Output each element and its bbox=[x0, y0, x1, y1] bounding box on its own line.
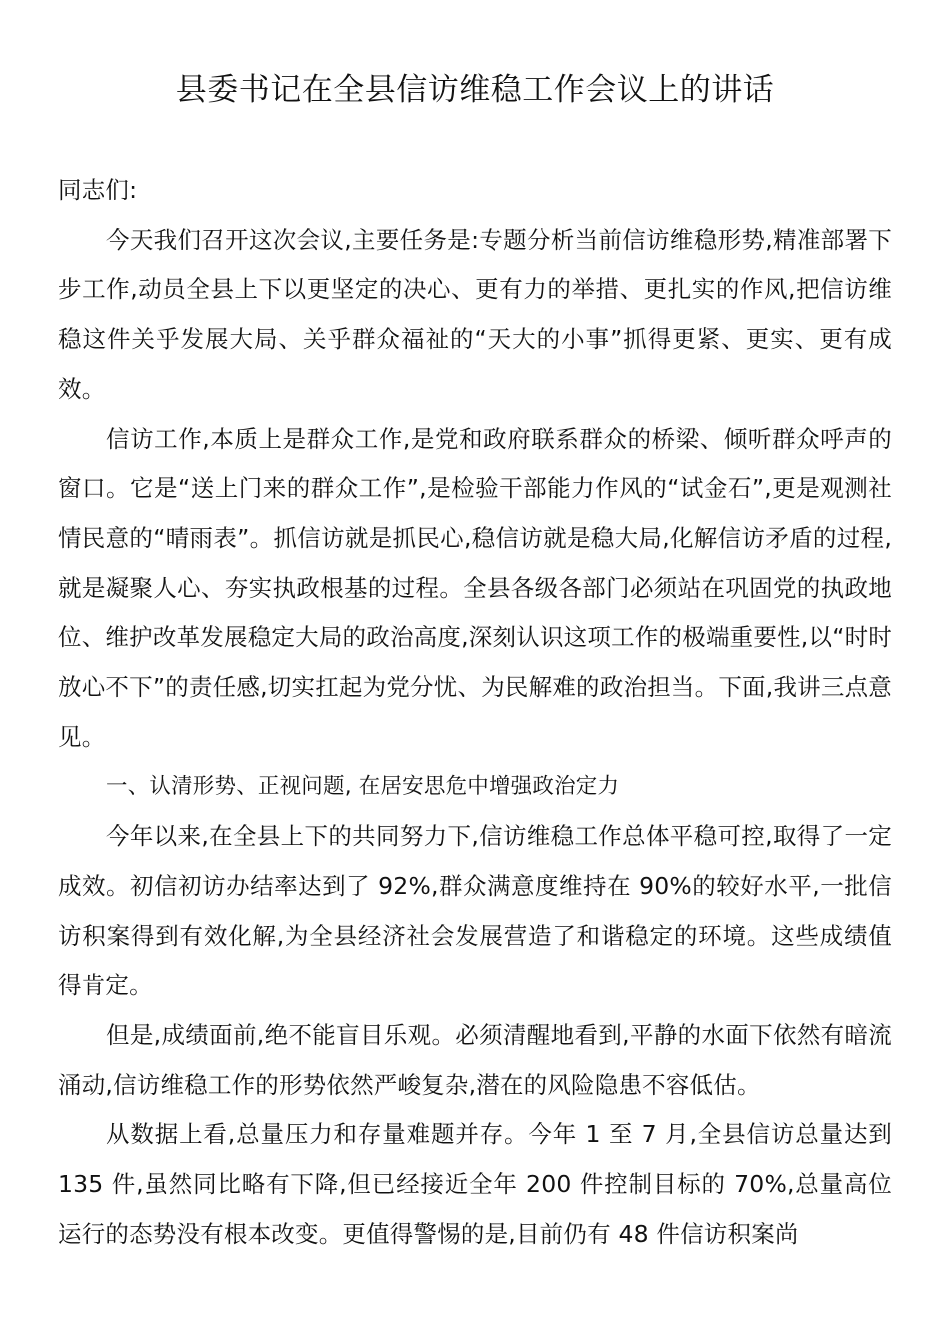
paragraph-caution: 但是,成绩面前,绝不能盲目乐观。必须清醒地看到,平静的水面下依然有暗流涌动,信访维稳工作的形势依然严峻复杂,潜在的风险隐患不容低估。 bbox=[58, 1020, 892, 1099]
paragraph-intro: 今天我们召开这次会议,主要任务是:专题分析当前信访维稳形势,精准部署下步工作,动员全县上下以更坚定的决心、更有力的举措、更扎实的作风,把信访维稳这件关乎发展大局、关乎群众福祉的“天大的小事”抓得更紧、更实、更有成效。 bbox=[58, 225, 892, 403]
section-heading: 一、认清形势、正视问题, 在居安思危中增强政治定力 bbox=[106, 774, 620, 800]
document-body bbox=[58, 166, 892, 1259]
paragraph-achievements: 今年以来,在全县上下的共同努力下,信访维稳工作总体平稳可控,取得了一定成效。初信初访办结率达到了 92%,群众满意度维持在 90%的较好水平,一批信访积案得到有效化解,为全县经济社会发展营造了和谐稳定的环境。这些成绩值得肯定。 bbox=[58, 822, 892, 1000]
paragraph-data: 从数据上看,总量压力和存量难题并存。今年 1 至 7 月,全县信访总量达到 135 件,虽然同比略有下降,但已经接近全年 200 件控制目标的 70%,总量高位运行的态势没有根本改变。更值得警惕的是,目前仍有 48 件信访积案尚 bbox=[58, 1120, 892, 1248]
document-title: 县委书记在全县信访维稳工作会议上的讲话 bbox=[175, 72, 775, 108]
salutation: 同志们: bbox=[58, 176, 138, 204]
paragraph-significance: 信访工作,本质上是群众工作,是党和政府联系群众的桥梁、倾听群众呼声的窗口。它是“送上门来的群众工作”,是检验干部能力作风的“试金石”,更是观测社情民意的“晴雨表”。抓信访就是抓民心,稳信访就是稳大局,化解信访矛盾的过程,就是凝聚人心、夯实执政根基的过程。全县各级各部门必须站在巩固党的执政地位、维护改革发展稳定大局的政治高度,深刻认识这项工作的极端重要性,以“时时放心不下”的责任感,切实扛起为党分忧、为民解难的政治担当。下面,我讲三点意见。 bbox=[58, 424, 892, 751]
